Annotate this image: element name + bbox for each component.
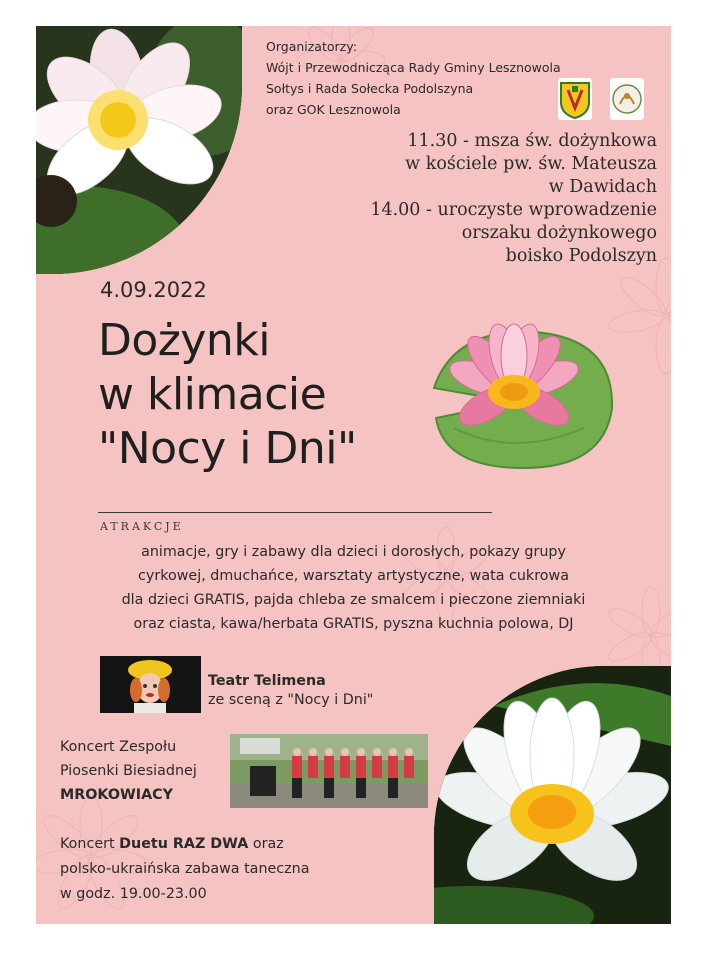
- white-lotus-photo-bottom-right: [434, 666, 671, 924]
- organizers-heading: Organizatorzy:: [266, 39, 357, 54]
- schedule-line: boisko Podolszyn: [505, 246, 657, 266]
- divider-line: [98, 512, 492, 513]
- organizers-line: Sołtys i Rada Sołecka Podolszyna: [266, 81, 474, 96]
- concert-mrokowiacy: [60, 735, 197, 807]
- theatre-photo: [100, 656, 201, 713]
- band-group-icon: [230, 734, 428, 808]
- organizers-line: oraz GOK Lesznowola: [266, 102, 401, 117]
- organizers-block: [266, 36, 561, 120]
- theatre-name: Teatr Telimena: [208, 673, 326, 689]
- band-photo: [230, 734, 428, 808]
- title-line: "Nocy i Dni": [98, 423, 357, 474]
- poster: [36, 26, 671, 924]
- concert-line: [60, 832, 310, 857]
- concert-line: polsko-ukraińska zabawa taneczna: [60, 861, 310, 877]
- title-line: Dożynki: [98, 315, 271, 366]
- lesznowola-coat-of-arms-icon: [558, 78, 592, 120]
- pink-lotus-icon: [414, 318, 619, 478]
- attractions-line: dla dzieci GRATIS, pajda chleba ze smalcem i pieczone ziemniaki: [121, 592, 586, 608]
- organizers-line: Wójt i Przewodnicząca Rady Gminy Lesznowola: [266, 60, 561, 75]
- attractions-heading: ATRAKCJE: [100, 520, 184, 533]
- water-lily-photo-top-left: [36, 26, 242, 274]
- concert-line: Piosenki Biesiadnej: [60, 763, 197, 779]
- concert-prefix: Koncert: [60, 836, 120, 852]
- event-date: 4.09.2022: [100, 278, 207, 302]
- schedule-line: w Dawidach: [548, 177, 657, 197]
- theatre-text: [208, 672, 373, 710]
- water-lily-icon: [36, 26, 242, 274]
- schedule-block: [370, 130, 657, 268]
- concert-duo-name: Duetu RAZ DWA: [119, 836, 249, 852]
- white-lotus-icon: [434, 666, 671, 924]
- schedule-line: 14.00 - uroczyste wprowadzenie: [370, 200, 657, 220]
- attractions-text: [36, 540, 671, 636]
- theatre-subtitle: ze sceną z "Nocy i Dni": [208, 692, 374, 708]
- concert-band-name: MROKOWIACY: [60, 787, 173, 803]
- title-line: w klimacie: [98, 369, 327, 420]
- schedule-line: 11.30 - msza św. dożynkowa: [407, 131, 657, 151]
- concert-raz-dwa: [60, 832, 310, 907]
- actress-portrait-icon: [100, 656, 201, 713]
- gok-logo-icon: [610, 78, 644, 120]
- concert-hours: w godz. 19.00-23.00: [60, 886, 207, 902]
- event-title: [98, 314, 357, 476]
- schedule-line: w kościele pw. św. Mateusza: [405, 154, 657, 174]
- concert-suffix: oraz: [248, 836, 284, 852]
- attractions-line: oraz ciasta, kawa/herbata GRATIS, pyszna kuchnia polowa, DJ: [133, 616, 574, 632]
- attractions-line: animacje, gry i zabawy dla dzieci i dorosłych, pokazy grupy: [141, 544, 566, 560]
- concert-line: Koncert Zespołu: [60, 739, 177, 755]
- attractions-line: cyrkowej, dmuchańce, warsztaty artystyczne, wata cukrowa: [138, 568, 569, 584]
- schedule-line: orszaku dożynkowego: [461, 223, 657, 243]
